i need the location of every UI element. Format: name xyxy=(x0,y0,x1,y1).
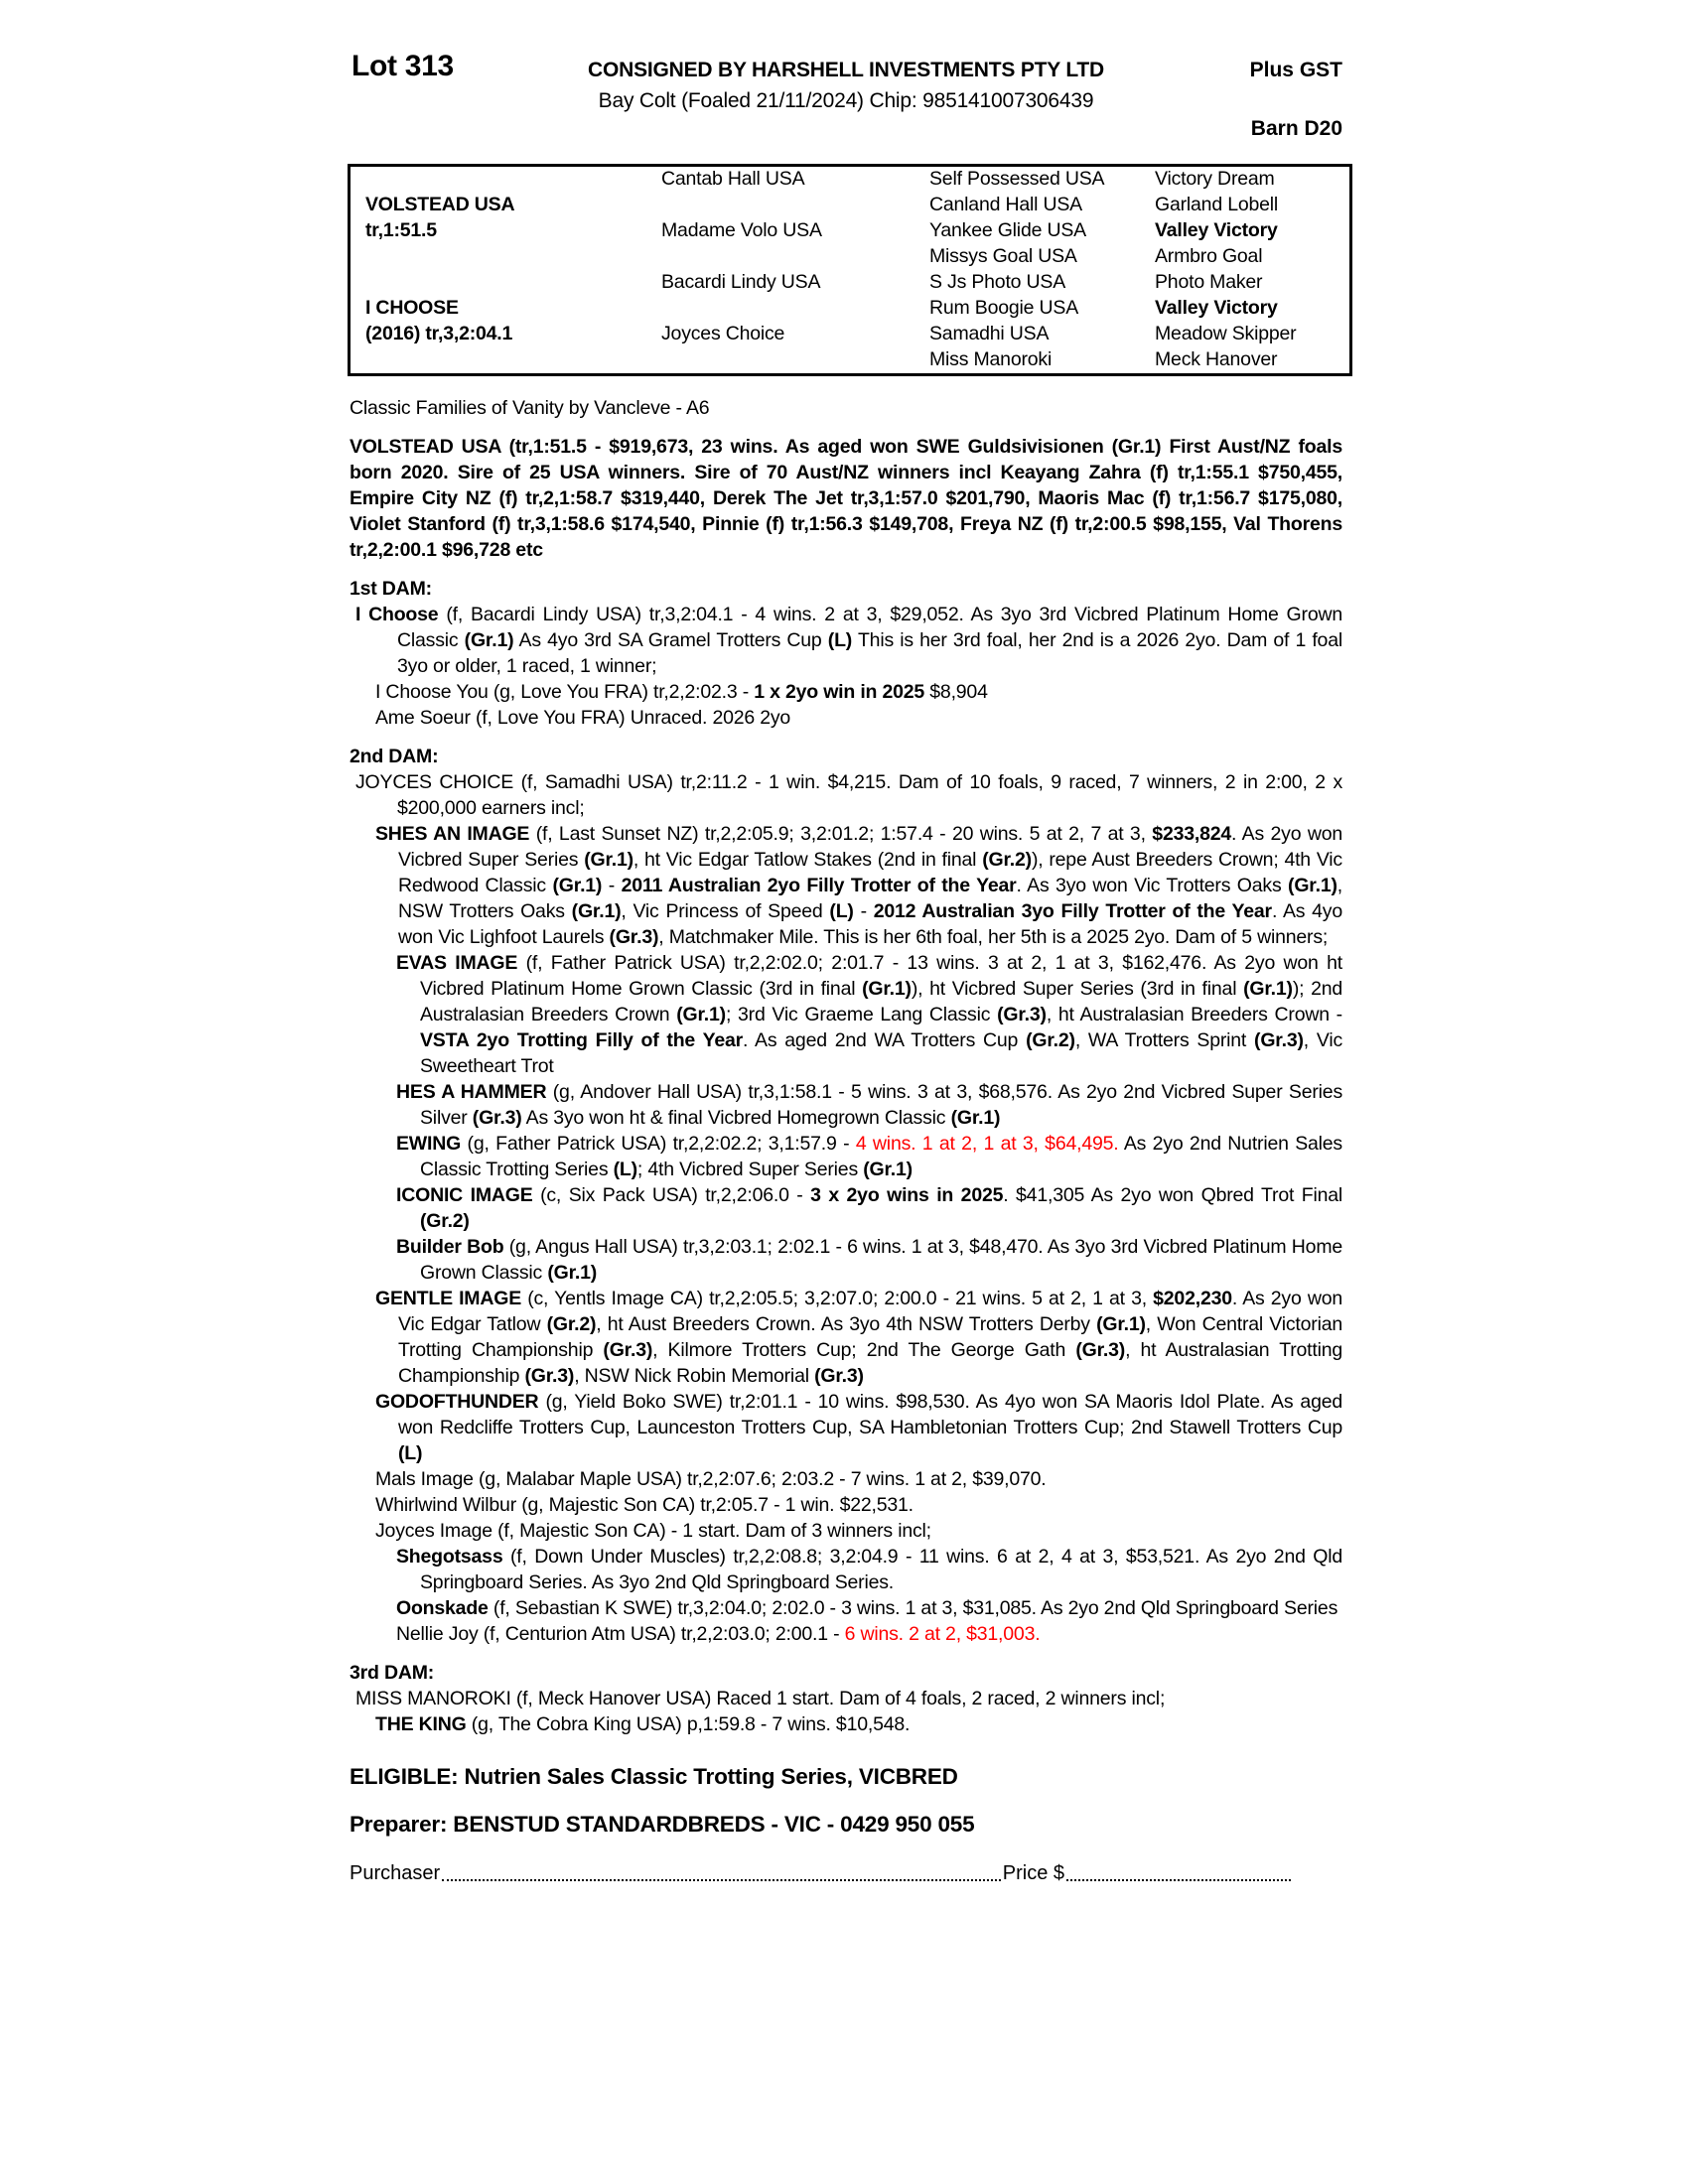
pedigree-cell: S Js Photo USA xyxy=(929,271,1066,294)
pedigree-cell: Bacardi Lindy USA xyxy=(661,271,821,294)
para-oonskade: Oonskade (f, Sebastian K SWE) tr,3,2:04.0; 2:02.0 - 3 wins. 1 at 3, $31,085. As 2yo 2nd Qld Springboard Series xyxy=(396,1597,1338,1619)
para-builder-bob: Builder Bob (g, Angus Hall USA) tr,3,2:03.1; 2:02.1 - 6 wins. 1 at 3, $48,470. As 3yo 3rd Vicbred Platinum Home Grown Classic (Gr.1) xyxy=(396,1236,1343,1284)
pedigree-cell: Valley Victory xyxy=(1155,219,1278,242)
pedigree-cell: Miss Manoroki xyxy=(929,348,1053,371)
consignor-line: CONSIGNED BY HARSHELL INVESTMENTS PTY LTD xyxy=(588,59,1104,81)
para-mals-image: Mals Image (g, Malabar Maple USA) tr,2,2:07.6; 2:03.2 - 7 wins. 1 at 2, $39,070. xyxy=(375,1468,1047,1490)
pedigree-cell: Madame Volo USA xyxy=(661,219,822,242)
eligible-line: ELIGIBLE: Nutrien Sales Classic Trotting Series, VICBRED xyxy=(350,1764,958,1789)
para-shes-an-image: SHES AN IMAGE (f, Last Sunset NZ) tr,2,2:05.9; 3,2:01.2; 1:57.4 - 20 wins. 5 at 2, 7 at 3, $233,824. As 2yo won Vicbred Super Series (Gr.1), ht Vic Edgar Tatlow Stakes (2nd in final (Gr.2)), repe Aust Breeders Crown; 4th Vic Redwood Classic (Gr.1) - 2011 Australian 2yo Filly Trotter of the Year. As 3yo won Vic Trotters Oaks (Gr.1), NSW Trotters Oaks (Gr.1), Vic Princess of Speed (L) - 2012 Australian 3yo Filly Trotter of the Year. As 4yo won Vic Lighfoot Laurels (Gr.3), Matchmaker Mile. This is her 6th foal, her 5th is a 2025 2yo. Dam of 5 winners; xyxy=(375,823,1342,948)
purchaser-fill-line xyxy=(442,1878,1001,1881)
para-the-king: THE KING (g, The Cobra King USA) p,1:59.8 - 7 wins. $10,548. xyxy=(375,1713,911,1735)
pedigree-cell: Victory Dream xyxy=(1155,168,1275,191)
pedigree-cell: Garland Lobell xyxy=(1155,194,1279,216)
pedigree-cell: Meck Hanover xyxy=(1155,348,1278,371)
horse-description: Bay Colt (Foaled 21/11/2024) Chip: 985141007306439 xyxy=(598,89,1094,112)
para-whirlwind-wilbur: Whirlwind Wilbur (g, Majestic Son CA) tr,2:05.7 - 1 win. $22,531. xyxy=(375,1494,914,1516)
pedigree-flow xyxy=(350,395,1342,1839)
pedigree-grid xyxy=(348,164,1352,376)
pedigree-cell: Meadow Skipper xyxy=(1155,323,1297,345)
pedigree-cell: Joyces Choice xyxy=(661,323,785,345)
heading-1st-dam: 1st DAM: xyxy=(350,578,432,600)
price-label: Price $ xyxy=(1002,1862,1064,1884)
page-header xyxy=(350,50,1342,159)
pedigree-cell: Yankee Glide USA xyxy=(929,219,1086,242)
heading-2nd-dam: 2nd DAM: xyxy=(350,746,439,767)
purchaser-line xyxy=(350,1860,1293,1886)
pedigree-cell: Canland Hall USA xyxy=(929,194,1082,216)
heading-3rd-dam: 3rd DAM: xyxy=(350,1662,435,1684)
para-evas-image: EVAS IMAGE (f, Father Patrick USA) tr,2,2:02.0; 2:01.7 - 13 wins. 3 at 2, 1 at 3, $162,476. As 2yo won ht Vicbred Platinum Home Grown Classic (3rd in final (Gr.1)), ht Vicbred Super Series (3rd in final (Gr.1)); 2nd Australasian Breeders Crown (Gr.1); 3rd Vic Graeme Lang Classic (Gr.3), ht Australasian Breeders Crown - VSTA 2yo Trotting Filly of the Year. As aged 2nd WA Trotters Cup (Gr.2), WA Trotters Sprint (Gr.3), Vic Sweetheart Trot xyxy=(396,952,1343,1077)
pedigree-cell: (2016) tr,3,2:04.1 xyxy=(365,323,513,345)
para-joyces-image: Joyces Image (f, Majestic Son CA) - 1 start. Dam of 3 winners incl; xyxy=(375,1520,931,1542)
para-shegotsass: Shegotsass (f, Down Under Muscles) tr,2,2:08.8; 3,2:04.9 - 11 wins. 6 at 2, 4 at 3, $53,521. As 2yo 2nd Qld Springboard Series. As 3yo 2nd Qld Springboard Series. xyxy=(396,1546,1342,1593)
sire-summary: VOLSTEAD USA (tr,1:51.5 - $919,673, 23 wins. As aged won SWE Guldsivisionen (Gr.1) First Aust/NZ foals born 2020. Sire of 25 USA winners. Sire of 70 Aust/NZ winners incl Keayang Zahra (f) tr,1:55.1 $750,455, Empire City NZ (f) tr,2,1:58.7 $319,440, Derek The Jet tr,3,1:57.0 $201,790, Maoris Mac (f) tr,1:56.7 $175,080, Violet Stanford (f) tr,3,1:58.6 $174,540, Pinnie (f) tr,1:56.3 $149,708, Freya NZ (f) tr,2:00.5 $98,155, Val Thorens tr,2,2:00.1 $96,728 etc xyxy=(350,436,1342,561)
para-joyces-choice: JOYCES CHOICE (f, Samadhi USA) tr,2:11.2 - 1 win. $4,215. Dam of 10 foals, 9 raced, 7 winners, 2 in 2:00, 2 x $200,000 earners incl; xyxy=(355,771,1342,819)
pedigree-cell: Cantab Hall USA xyxy=(661,168,805,191)
pedigree-cell: Valley Victory xyxy=(1155,297,1278,320)
preparer-line: Preparer: BENSTUD STANDARDBREDS - VIC - 0429 950 055 xyxy=(350,1812,975,1837)
gst-note: Plus GST xyxy=(1249,59,1342,81)
pedigree-cell: VOLSTEAD USA xyxy=(365,194,515,216)
para-hes-a-hammer: HES A HAMMER (g, Andover Hall USA) tr,3,1:58.1 - 5 wins. 3 at 3, $68,576. As 2yo 2nd Vicbred Super Series Silver (Gr.3) As 3yo won ht & final Vicbred Homegrown Classic (Gr.1) xyxy=(396,1081,1342,1129)
lot-number: Lot 313 xyxy=(352,50,454,82)
para-gentle-image: GENTLE IMAGE (c, Yentls Image CA) tr,2,2:05.5; 3,2:07.0; 2:00.0 - 21 wins. 5 at 2, 1 at 3, $202,230. As 2yo won Vic Edgar Tatlow (Gr.2), ht Aust Breeders Crown. As 3yo 4th NSW Trotters Derby (Gr.1), Won Central Victorian Trotting Championship (Gr.3), Kilmore Trotters Cup; 2nd The George Gath (Gr.3), ht Australasian Trotting Championship (Gr.3), NSW Nick Robin Memorial (Gr.3) xyxy=(375,1288,1342,1387)
pedigree-cell: I CHOOSE xyxy=(365,297,459,320)
pedigree-cell: Photo Maker xyxy=(1155,271,1263,294)
price-fill-line xyxy=(1066,1878,1291,1881)
pedigree-cell: Samadhi USA xyxy=(929,323,1050,345)
para-ame-soeur: Ame Soeur (f, Love You FRA) Unraced. 2026 2yo xyxy=(375,707,791,729)
family-note: Classic Families of Vanity by Vancleve - A6 xyxy=(350,397,710,419)
para-iconic-image: ICONIC IMAGE (c, Six Pack USA) tr,2,2:06.0 - 3 x 2yo wins in 2025. $41,305 As 2yo won Qbred Trot Final (Gr.2) xyxy=(396,1184,1342,1232)
pedigree-cell: Missys Goal USA xyxy=(929,245,1077,268)
pedigree-cell: Rum Boogie USA xyxy=(929,297,1079,320)
para-miss-manoroki: MISS MANOROKI (f, Meck Hanover USA) Raced 1 start. Dam of 4 foals, 2 raced, 2 winners incl; xyxy=(355,1688,1166,1709)
para-i-choose-you: I Choose You (g, Love You FRA) tr,2,2:02.3 - 1 x 2yo win in 2025 $8,904 xyxy=(375,681,988,703)
para-nellie-joy: Nellie Joy (f, Centurion Atm USA) tr,2,2:03.0; 2:00.1 - 6 wins. 2 at 2, $31,003. xyxy=(396,1623,1041,1645)
pedigree-cell: Armbro Goal xyxy=(1155,245,1263,268)
body-column xyxy=(350,395,1342,1886)
para-ewing: EWING (g, Father Patrick USA) tr,2,2:02.2; 3,1:57.9 - 4 wins. 1 at 2, 1 at 3, $64,495. As 2yo 2nd Nutrien Sales Classic Trotting Series (L); 4th Vicbred Super Series (Gr.1) xyxy=(396,1133,1342,1180)
pedigree-cell: Self Possessed USA xyxy=(929,168,1105,191)
purchaser-label: Purchaser xyxy=(350,1862,441,1884)
pedigree-cell: tr,1:51.5 xyxy=(365,219,437,242)
para-i-choose: I Choose (f, Bacardi Lindy USA) tr,3,2:04.1 - 4 wins. 2 at 3, $29,052. As 3yo 3rd Vicbred Platinum Home Grown Classic (Gr.1) As 4yo 3rd SA Gramel Trotters Cup (L) This is her 3rd foal, her 2nd is a 2026 2yo. Dam of 1 foal 3yo or older, 1 raced, 1 winner; xyxy=(355,604,1342,677)
para-godofthunder: GODOFTHUNDER (g, Yield Boko SWE) tr,2:01.1 - 10 wins. $98,530. As 4yo won SA Maoris Idol Plate. As aged won Redcliffe Trotters Cup, Launceston Trotters Cup, SA Hambletonian Trotters Cup; 2nd Stawell Trotters Cup (L) xyxy=(375,1391,1342,1464)
barn-number: Barn D20 xyxy=(1250,117,1342,140)
